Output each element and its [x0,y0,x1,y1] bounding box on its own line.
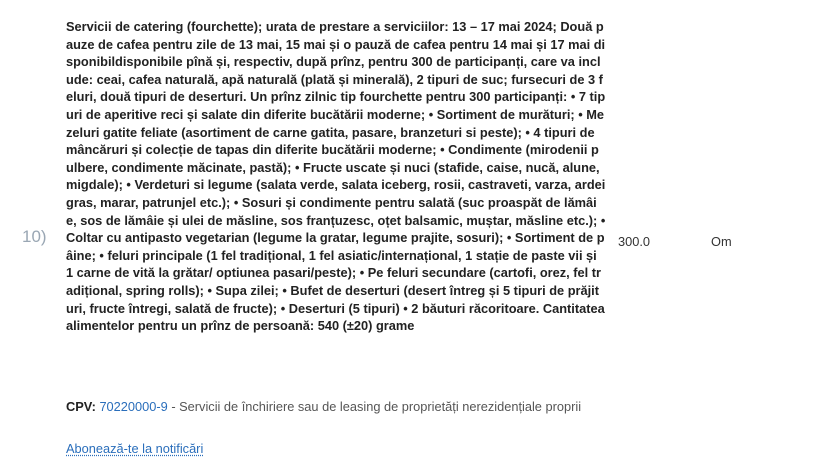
cpv-label: CPV: [66,399,100,414]
cpv-line [66,397,606,416]
cpv-description: - Servicii de închiriere sau de leasing de proprietăți nerezidențiale proprii [167,399,582,414]
item-unit: Om [711,234,732,249]
subscribe-notifications-link[interactable]: Abonează-te la notificări [66,441,204,456]
item-description: Servicii de catering (fourchette); urata de prestare a serviciilor: 13 – 17 mai 2024; Două pauze de cafea pentru zile de 13 mai, 15 mai și o pauză de cafea pentru 14 mai și 17 mai disponibildisponibile pînă și, respectiv, după prînz, pentru 300 de participanți, care va include: ceai, cafea naturală, apă naturală (plată și minerală), 2 tipuri de suc; fursecuri de 3 feluri, două tipuri de deserturi. Un prînz zilnic tip fourchette pentru 300 participanți: • 7 tipuri de aperitive reci și salate din diferite bucătării moderne; • Sortiment de murături; • Mezeluri gatite feliate (asortiment de carne gatita, pasare, branzeturi si peste); • 4 tipuri de mâncăruri și colecție de tapas din diferite bucătării moderne; • Condimente (mirodenii pulbere, condimente măcinate, pastă); • Fructe uscate și nuci (stafide, caise, nucă, alune, migdale); • Verdeturi si legume (salata verde, salata iceberg, rosii, castraveti, varza, ardei gras, marar, patrunjel etc.); • Sosuri și condimente pentru salată (suc proaspăt de lămâie, sos de lămâie și ulei de măsline, sos franțuzesc, oțet balsamic, muștar, măsline etc.); • Coltar cu antipasto vegetarian (legume la gratar, legume prajite, sosuri); • Sortiment de pâine; • feluri principale (1 fel tradițional, 1 fel asiatic/internațional, 1 stație de paste vii și 1 carne de vită la grătar/ optiunea pasari/peste); • Pe feluri secundare (cartofi, orez, fel tradițional, spring rolls); • Supa zilei; • Bufet de deserturi (desert întreg și 5 tipuri de prăjituri, fructe întregi, salată de fructe); • Deserturi (5 tipuri) • 2 băuturi răcoritoare. Cantitatea alimentelor pentru un prînz de persoană: 540 (±20) grame [66,19,606,334]
cpv-code-link[interactable]: 70220000-9 [99,399,168,414]
item-quantity: 300.0 [618,234,651,249]
item-index: 10) [22,227,47,246]
